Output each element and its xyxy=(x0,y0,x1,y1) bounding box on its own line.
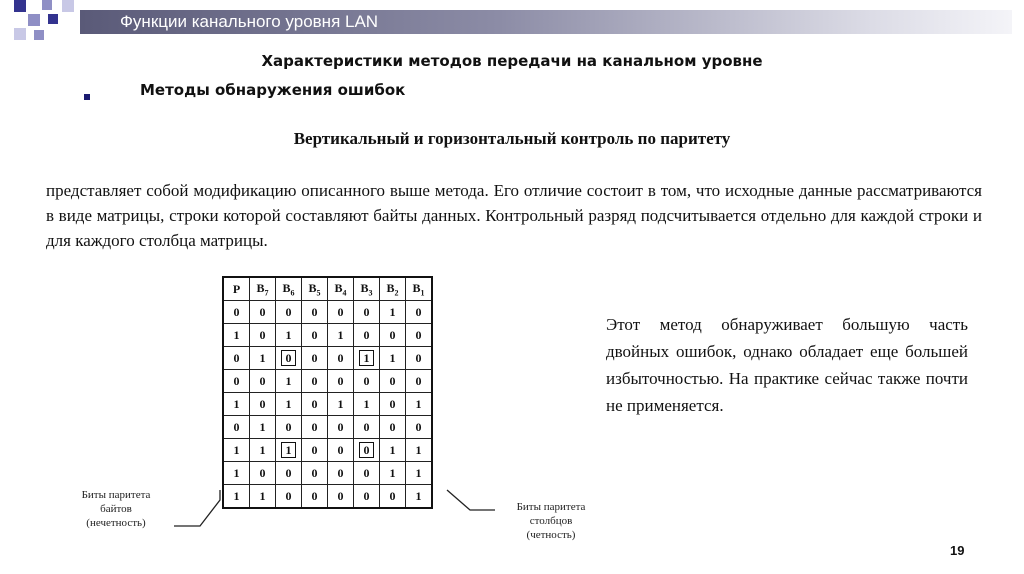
header-index: 2 xyxy=(394,288,399,298)
bit-value: 1 xyxy=(415,396,422,411)
bit-value: 0 xyxy=(389,488,396,503)
header-letter: B xyxy=(360,280,369,295)
header-index: 3 xyxy=(368,288,373,298)
bit-value: 0 xyxy=(389,327,396,342)
header-index: 1 xyxy=(420,288,425,298)
header-index: 6 xyxy=(290,288,295,298)
bit-value: 1 xyxy=(285,327,292,342)
bit-value: 0 xyxy=(259,465,266,480)
bit-value: 0 xyxy=(285,465,292,480)
bit-value: 0 xyxy=(363,373,370,388)
bit-value: 0 xyxy=(363,488,370,503)
bit-value: 1 xyxy=(389,442,396,457)
bit-value: 0 xyxy=(337,465,344,480)
bit-value: 0 xyxy=(337,442,344,457)
label-line: столбцов xyxy=(529,515,573,527)
bit-value: 0 xyxy=(233,350,240,365)
page-number: 19 xyxy=(950,543,965,558)
bit-value: 1 xyxy=(363,396,370,411)
bit-value: 0 xyxy=(337,419,344,434)
bit-value: 1 xyxy=(233,465,240,480)
bit-value: 0 xyxy=(311,350,318,365)
bit-value: 1 xyxy=(259,488,266,503)
bit-value: 0 xyxy=(233,304,240,319)
bit-value: 0 xyxy=(311,488,318,503)
header-index: 4 xyxy=(342,288,347,298)
label-line: Биты паритета xyxy=(81,489,151,501)
bit-value: 0 xyxy=(363,327,370,342)
heading: Характеристики методов передачи на канальном уровне xyxy=(261,52,763,70)
bit-value: 0 xyxy=(337,350,344,365)
header-letter: P xyxy=(232,281,241,296)
bit-value: 1 xyxy=(285,396,292,411)
bit-value: 1 xyxy=(285,373,292,388)
paragraph: представляет собой модификацию описанного выше метода. Его отличие состоит в том, что исходные данные рассматриваются в виде матрицы, строки которой составляют байты данных. Контрольный разряд подсчитывается отдельно для каждой строки и для каждого столбца матрицы. xyxy=(46,181,982,250)
header-letter: B xyxy=(334,280,343,295)
bit-value: 0 xyxy=(311,465,318,480)
label-line: Биты паритета xyxy=(516,501,586,513)
header-letter: B xyxy=(308,280,317,295)
bit-value: 0 xyxy=(389,419,396,434)
header-letter: B xyxy=(256,280,265,295)
bit-value: 0 xyxy=(311,419,318,434)
subheading: Методы обнаружения ошибок xyxy=(140,81,406,99)
bit-value: 0 xyxy=(337,488,344,503)
header-index: 5 xyxy=(316,288,321,298)
bit-value: 0 xyxy=(415,419,422,434)
bit-value: 1 xyxy=(259,350,266,365)
header-letter: B xyxy=(282,280,291,295)
label-line: (нечетность) xyxy=(86,517,146,529)
leader-line-left xyxy=(174,490,220,526)
header-index: 7 xyxy=(264,288,269,298)
bit-value: 0 xyxy=(389,396,396,411)
bit-value: 1 xyxy=(415,488,422,503)
bit-value: 1 xyxy=(233,442,240,457)
bit-value: 1 xyxy=(259,419,266,434)
bit-value: 0 xyxy=(285,488,292,503)
bit-value: 0 xyxy=(415,373,422,388)
bit-value: 1 xyxy=(233,327,240,342)
bit-value: 0 xyxy=(311,327,318,342)
bit-value: 0 xyxy=(311,373,318,388)
label-line: байтов xyxy=(100,503,132,515)
bit-value: 0 xyxy=(281,350,296,366)
bit-value: 0 xyxy=(363,304,370,319)
bit-value: 0 xyxy=(363,419,370,434)
bit-value: 1 xyxy=(389,350,396,365)
bit-value: 0 xyxy=(233,419,240,434)
header-letter: B xyxy=(386,280,395,295)
bit-value: 0 xyxy=(259,396,266,411)
bit-value: 1 xyxy=(389,304,396,319)
side-text: Этот метод обнаруживает большую часть двойных ошибок, однако обладает еще большей избыточностью. На практике сейчас также почти не применяется. xyxy=(606,315,968,415)
bit-value: 0 xyxy=(311,396,318,411)
bit-value: 1 xyxy=(415,465,422,480)
bit-value: 0 xyxy=(415,327,422,342)
bit-value: 0 xyxy=(259,327,266,342)
bit-value: 0 xyxy=(337,373,344,388)
bit-value: 0 xyxy=(359,442,374,458)
bit-value: 0 xyxy=(415,350,422,365)
bit-value: 0 xyxy=(311,442,318,457)
bit-value: 1 xyxy=(233,488,240,503)
bit-value: 0 xyxy=(415,304,422,319)
bit-value: 1 xyxy=(233,396,240,411)
bit-value: 0 xyxy=(389,373,396,388)
bit-value: 1 xyxy=(259,442,266,457)
header-letter: B xyxy=(412,280,421,295)
leader-line-right xyxy=(447,490,495,510)
slide-title: Функции канального уровня LAN xyxy=(120,12,379,31)
bit-value: 1 xyxy=(389,465,396,480)
bit-value: 0 xyxy=(259,373,266,388)
bit-value: 1 xyxy=(359,350,374,366)
bit-value: 0 xyxy=(285,419,292,434)
bit-value: 0 xyxy=(259,304,266,319)
bit-value: 0 xyxy=(337,304,344,319)
section-title: Вертикальный и горизонтальный контроль по паритету xyxy=(293,129,731,148)
bit-value: 0 xyxy=(363,465,370,480)
bit-value: 1 xyxy=(415,442,422,457)
bit-value: 1 xyxy=(281,442,296,458)
bit-value: 0 xyxy=(311,304,318,319)
label-line: (четность) xyxy=(526,529,576,541)
bit-value: 1 xyxy=(337,396,344,411)
bit-value: 0 xyxy=(285,304,292,319)
bit-value: 1 xyxy=(337,327,344,342)
bit-value: 0 xyxy=(233,373,240,388)
